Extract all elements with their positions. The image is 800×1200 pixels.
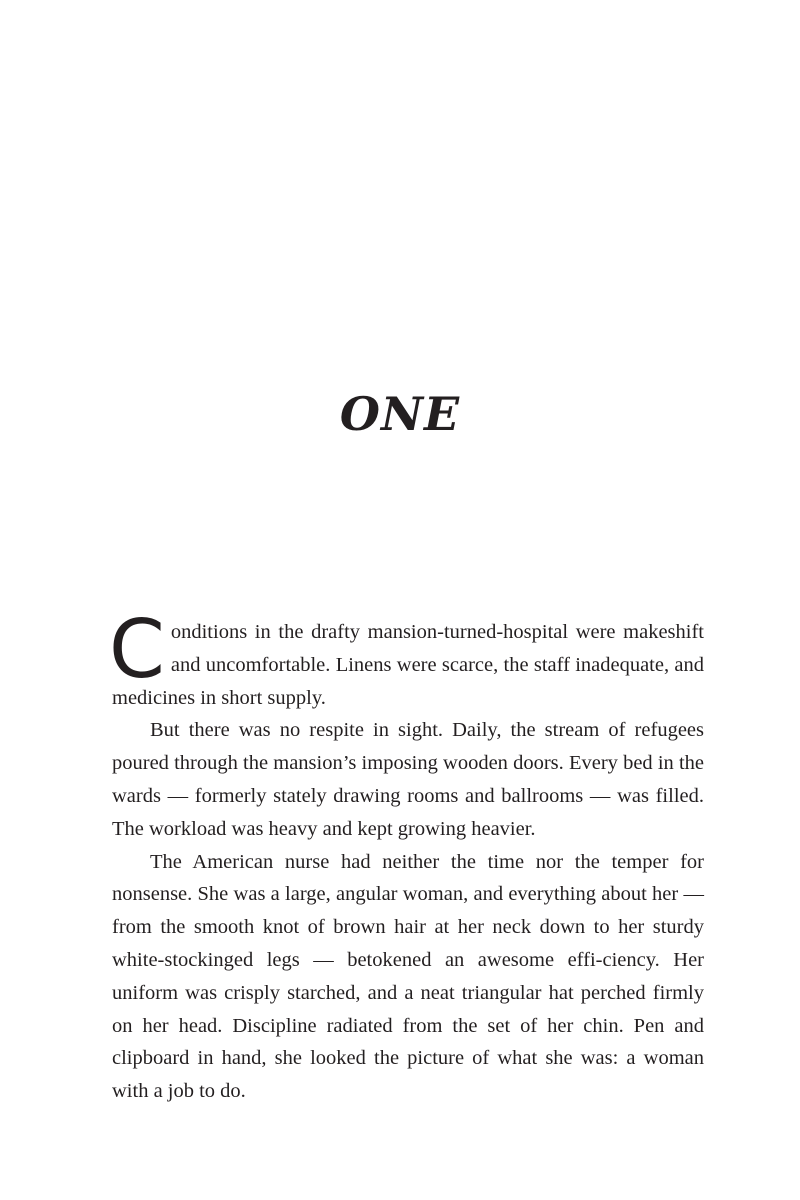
paragraph-1	[109, 603, 704, 714]
chapter-body	[109, 603, 704, 1108]
paragraph-2: But there was no respite in sight. Daily, the stream of refugees poured through the mansion’s imposing wooden doors. Every bed in the wards — formerly stately drawing rooms and ballrooms — was filled. The workload was heavy and kept growing heavier.	[112, 719, 704, 840]
paragraph-1-text: onditions in the drafty mansion-turned-hospital were makeshift and uncomfortable. Linens were scarce, the staff inadequate, and medicines in short supply.	[112, 621, 704, 709]
chapter-title: ONE	[339, 387, 461, 441]
drop-cap: C	[109, 603, 165, 696]
paragraph-3: The American nurse had neither the time nor the temper for nonsense. She was a large, angular woman, and everything about her — from the smooth knot of brown hair at her neck down to her sturdy white-stockinged legs — betokened an awesome effi-ciency. Her uniform was crisply starched, and a neat triangular hat perched firmly on her head. Discipline radiated from the set of her chin. Pen and clipboard in hand, she looked the picture of what she was: a woman with a job to do.	[112, 850, 704, 1103]
